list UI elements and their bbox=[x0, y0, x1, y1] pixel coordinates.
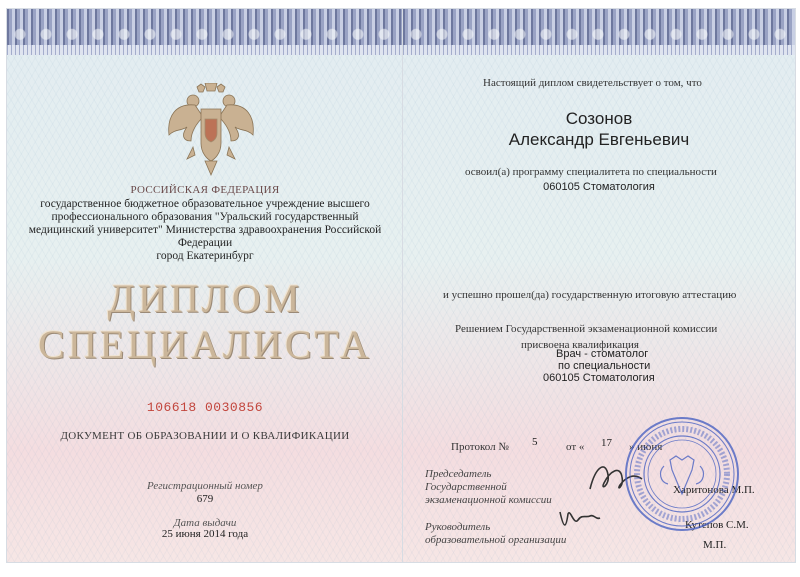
diploma-title: ДИПЛОМ bbox=[107, 276, 303, 321]
qualification-assigned-label: присвоена квалификация bbox=[521, 339, 639, 351]
head-title: Руководитель bbox=[425, 521, 491, 533]
graduate-given-names: Александр Евгеньевич bbox=[508, 130, 690, 149]
chair-title: Председатель bbox=[425, 468, 492, 480]
graduate-surname: Созонов bbox=[565, 109, 633, 128]
institution-line: профессионального образования "Уральский государственный bbox=[51, 211, 359, 223]
official-seal-icon bbox=[622, 414, 742, 534]
institution-line: государственное бюджетное образовательное учреждение высшего bbox=[40, 198, 370, 210]
country-name: РОССИЙСКАЯ ФЕДЕРАЦИЯ bbox=[130, 184, 280, 196]
chair-title: экзаменационной комиссии bbox=[425, 494, 552, 506]
head-signature-icon bbox=[556, 504, 602, 534]
chair-name: Харитонова М.П. bbox=[673, 484, 755, 496]
protocol-from-label: от « bbox=[566, 441, 585, 453]
attestation-text: и успешно прошел(да) государственную итоговую аттестацию bbox=[443, 289, 737, 301]
registration-number: 679 bbox=[196, 493, 214, 505]
mastered-program-text: освоил(а) программу специалитета по специальности bbox=[465, 166, 717, 178]
serial-number: 106618 0030856 bbox=[146, 400, 264, 415]
registration-label: Регистрационный номер bbox=[147, 480, 263, 492]
commission-decision: Решением Государственной экзаменационной комиссии bbox=[455, 323, 718, 335]
protocol-month: » июня bbox=[629, 441, 663, 453]
coat-of-arms-emblem bbox=[165, 83, 257, 179]
qualification: Врач - стоматолог bbox=[556, 348, 649, 360]
specialty-repeat: 060105 Стоматология bbox=[543, 372, 655, 384]
institution-line: медицинский университет" Министерства здравоохранения Российской bbox=[28, 224, 382, 236]
issue-date-label: Дата выдачи bbox=[173, 517, 237, 529]
chair-title: Государственной bbox=[425, 481, 507, 493]
certification-intro: Настоящий диплом свидетельствует о том, что bbox=[483, 77, 702, 89]
protocol-day: 17 bbox=[601, 437, 612, 449]
specialist-title: СПЕЦИАЛИСТА bbox=[38, 322, 372, 367]
by-specialty-label: по специальности bbox=[558, 360, 651, 372]
decorative-border-band bbox=[7, 9, 403, 55]
specialty: 060105 Стоматология bbox=[543, 181, 655, 193]
diploma-left-page bbox=[6, 8, 404, 563]
institution-line: Федерации bbox=[177, 237, 233, 249]
issue-date: 25 июня 2014 года bbox=[161, 528, 249, 540]
document-type: ДОКУМЕНТ ОБ ОБРАЗОВАНИИ И О КВАЛИФИКАЦИИ bbox=[60, 430, 350, 442]
stamp-place-mark: М.П. bbox=[703, 539, 727, 551]
protocol-number: 5 bbox=[532, 436, 538, 448]
decorative-border-band bbox=[403, 9, 795, 55]
head-name: Кутепов С.М. bbox=[685, 519, 749, 531]
institution-line: город Екатеринбург bbox=[156, 250, 254, 262]
protocol-label: Протокол № bbox=[451, 441, 509, 453]
head-title: образовательной организации bbox=[425, 534, 567, 546]
